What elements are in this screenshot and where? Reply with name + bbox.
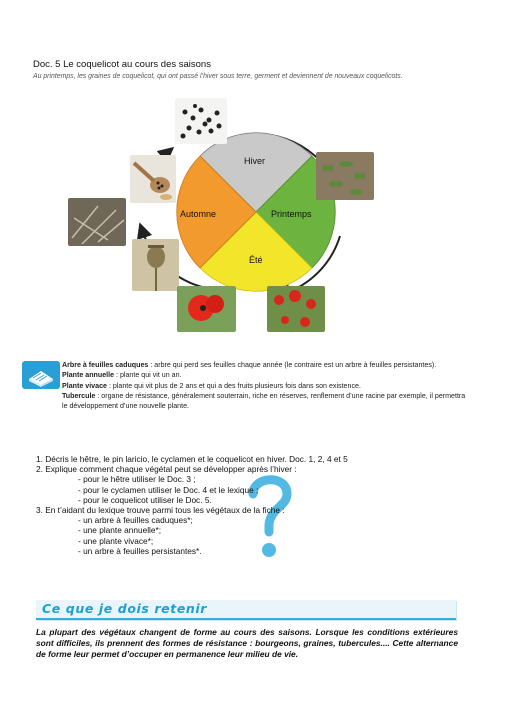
lexicon-book-icon — [22, 361, 60, 389]
question-2-item: - pour le coquelicot utiliser le Doc. 5. — [78, 494, 212, 505]
doc-subtitle: Au printemps, les graines de coquelicot, qui ont passé l’hiver sous terre, germent et deviennent de nouveaux coquelicots. — [33, 73, 403, 80]
glossary-definition: : organe de résistance, généralement souterrain, riche en réserves, renflement d’une racine par exemple, il permettra le développement d’une nouvelle plante. — [62, 391, 466, 411]
question-3-item: - une plante annuelle*; — [78, 525, 162, 536]
glossary — [62, 360, 467, 411]
glossary-entry — [62, 381, 467, 391]
question-2-item: - pour le hêtre utiliser le Doc. 3 ; — [78, 474, 196, 485]
glossary-entry — [62, 360, 467, 370]
poppy-flower-photo — [177, 286, 236, 332]
seed-capsule-photo — [132, 239, 179, 291]
glossary-entry — [62, 391, 467, 412]
glossary-term: Plante vivace — [62, 381, 107, 390]
spoon-seeds-photo — [130, 155, 176, 203]
question-2-item: - pour le cyclamen utiliser le Doc. 4 et le lexique ; — [78, 484, 259, 495]
glossary-definition: : plante qui vit plus de 2 ans et qui a des fruits plusieurs fois dans son existence. — [106, 381, 361, 390]
question-2: 2. Explique comment chaque végétal peut se développer après l’hiver : — [36, 464, 297, 475]
glossary-definition: : plante qui vit un an. — [114, 371, 182, 380]
glossary-definition: : arbre qui perd ses feuilles chaque année (le contraire est un arbre à feuilles persistantes). — [148, 361, 437, 369]
question-3-item: - un arbre à feuilles persistantes*. — [78, 545, 202, 556]
retain-title: Ce que je dois retenir — [42, 601, 208, 616]
retain-banner — [36, 600, 456, 620]
questions — [36, 454, 426, 556]
retain-text: La plupart des végétaux changent de forme au cours des saisons. Lorsque les conditions extérieures sont difficiles, ils prennent des formes de résistance : bourgeons, graines, tubercules.... Cette alternance de forme leur permet d’occuper en permanence leur milieu de vie. — [36, 627, 458, 660]
question-3: 3. En t’aidant du lexique trouve parmi tous les végétaux de la fiche : — [36, 505, 285, 516]
glossary-term: Arbre à feuilles caduques — [62, 361, 149, 369]
glossary-term: Tubercule — [62, 391, 96, 400]
season-label-printemps: Printemps — [271, 209, 312, 219]
season-label-hiver: Hiver — [244, 156, 266, 166]
season-label-automne: Automne — [180, 209, 217, 219]
poppy-field-photo — [267, 286, 325, 332]
glossary-term: Plante annuelle — [62, 371, 115, 380]
question-1: 1. Décris le hêtre, le pin laricio, le cyclamen et le coquelicot en hiver. Doc. 1, 2, 4 et 5 — [36, 454, 348, 464]
doc-title: Doc. 5 Le coquelicot au cours des saisons — [33, 59, 211, 70]
question-3-item: - une plante vivace*; — [78, 535, 154, 546]
season-label-ete: Été — [249, 255, 263, 265]
seedlings-photo — [316, 152, 374, 200]
glossary-entry — [62, 370, 467, 380]
question-3-item: - un arbre à feuilles caduques*; — [78, 515, 193, 526]
seeds-photo — [175, 98, 227, 144]
dead-plants-photo — [68, 198, 126, 246]
